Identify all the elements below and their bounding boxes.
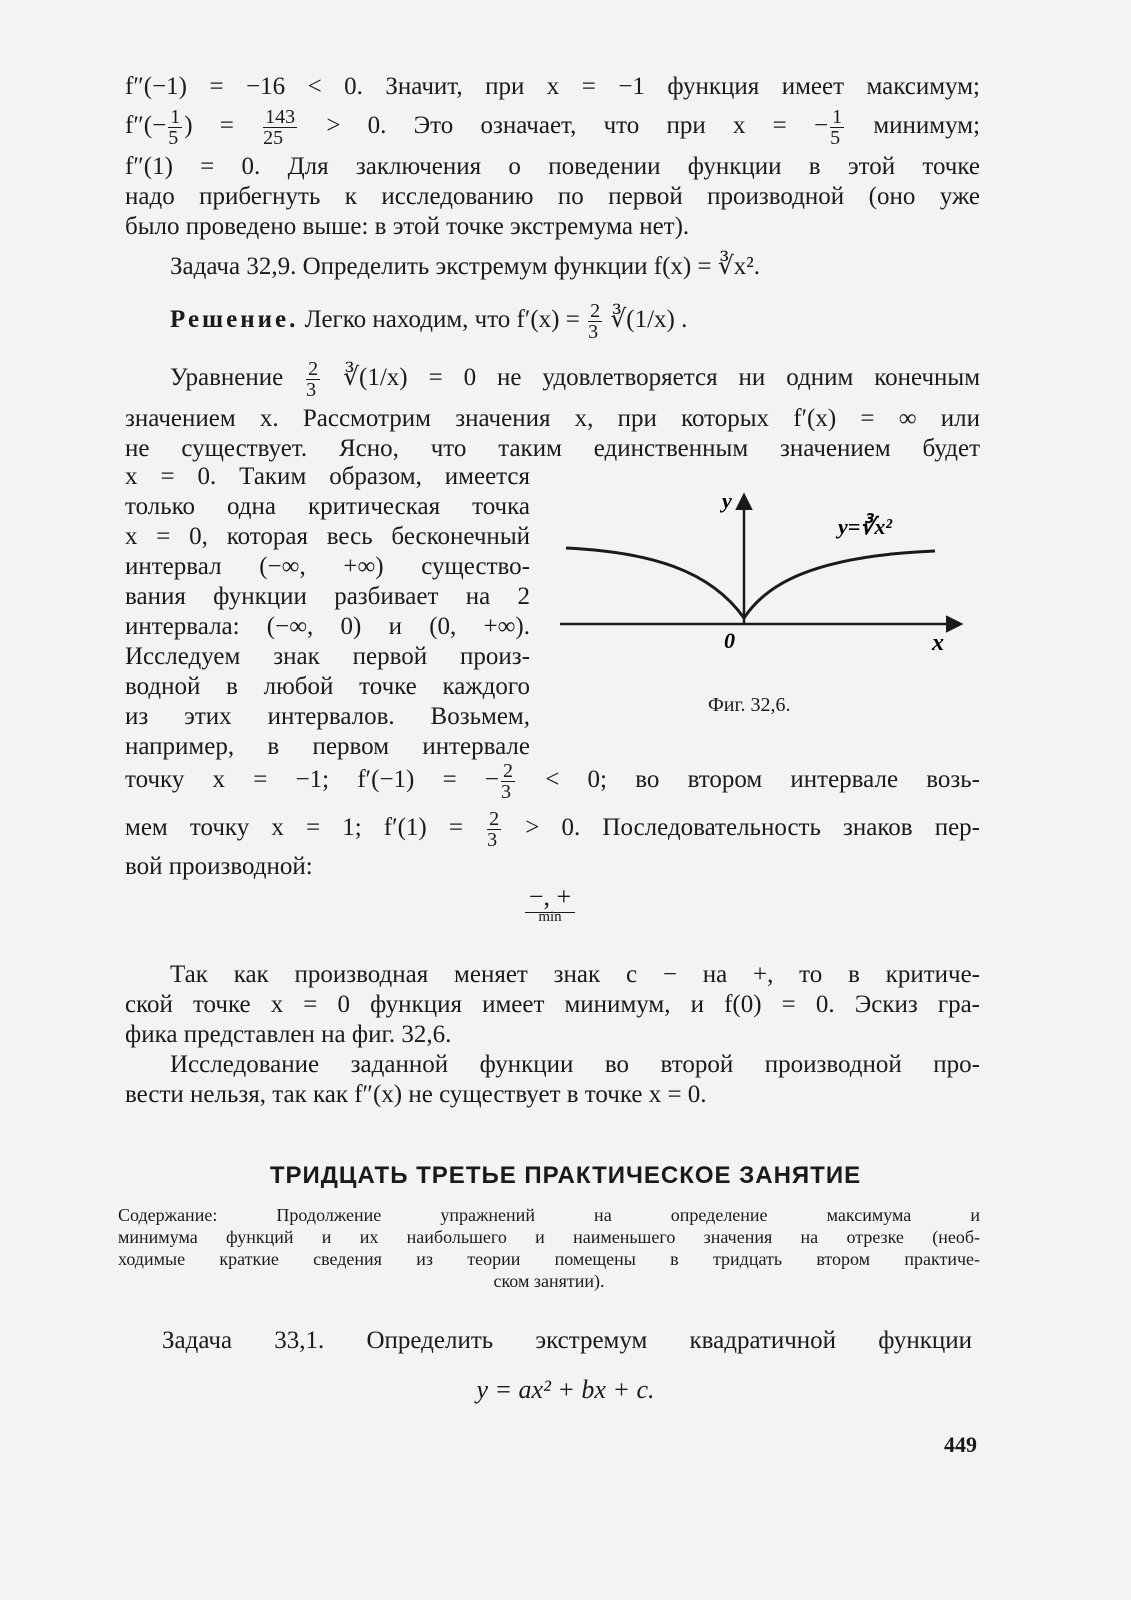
figure-caption: Фиг. 32,6. [708,694,791,716]
fraction [487,809,501,850]
text-line: значением x. Рассмотрим значения x, при которых f′(x) = ∞ или [125,405,980,432]
text-fragment: − [152,112,167,139]
text-line: только одна критическая точка [125,493,530,520]
text-line: Так как производная меняет знак с − на +, то в критиче- [170,961,980,988]
text-line: фика представлен на фиг. 32,6. [125,1021,452,1048]
text-line: из этих интервалов. Возьмем, [125,703,530,730]
fraction [168,107,182,148]
solution-label: Решение. [170,306,299,333]
fraction-numerator: 2 [503,759,514,782]
fraction [501,761,515,802]
text-fragment: > 0. Последовательность знаков пер- [525,814,980,841]
fraction [830,107,844,148]
text-fragment: минимум; [873,112,981,139]
min-label: min [538,909,562,925]
fraction-denominator: 5 [830,126,841,149]
solution-line [170,296,687,344]
x-axis-label: x [932,630,944,656]
text-fragment: > 0. Это означает, что при x = − [326,112,829,139]
text-fragment: точку x = −1; f′(−1) = − [125,766,500,793]
text-line: x = 0. Таким образом, имеется [125,463,530,490]
fraction-numerator: 1 [170,105,181,128]
text-fragment: = [219,112,234,139]
text-line: вой производной: [125,853,313,880]
fraction-numerator: 2 [590,299,601,322]
fraction-denominator: 3 [306,378,317,401]
page-number: 449 [944,1432,977,1457]
text-line: интервал (−∞, +∞) существо- [125,553,530,580]
fraction-denominator: 3 [501,780,512,803]
section-heading: ТРИДЦАТЬ ТРЕТЬЕ ПРАКТИЧЕСКОЕ ЗАНЯТИЕ [269,1162,862,1189]
fraction [588,301,602,342]
text-line: водной в любой точке каждого [125,673,530,700]
text-line [170,354,980,402]
text-line: f″(−1) = −16 < 0. Значит, при x = −1 функция имеет максимум; [125,73,980,100]
text-line: надо прибегнуть к исследованию по первой производной (оно уже [125,183,980,210]
text-line: не существует. Ясно, что таким единственным значением будет [125,435,980,462]
fraction-numerator: 1 [832,105,843,128]
text-fragment: ∛(1/x) . [610,306,688,333]
signs: −, + [525,882,575,913]
text-fragment: f″ [125,112,144,139]
fraction [306,359,320,400]
task-statement: Задача 33,1. Определить экстремум квадратичной функции [162,1327,972,1354]
text-fragment: < 0; во втором интервале возь- [545,766,980,793]
text-line: вания функции разбивает на 2 [125,583,530,610]
y-axis-label: y [722,490,732,513]
text-line: f″(1) = 0. Для заключения о поведении функции в этой точке [125,153,980,180]
fraction-denominator: 3 [588,320,599,343]
text-line: например, в первом интервале [125,733,530,760]
curve-label: y=∛x² [838,514,892,539]
sign-sequence [500,882,600,926]
text-line: Исследование заданной функции во второй производной про- [170,1051,980,1078]
text-fragment: Уравнение [170,364,284,391]
text-fragment: мем точку x = 1; f′(1) = [125,814,463,841]
contents-line: минимума функций и их наибольшего и наименьшего значения на отрезке (необ- [118,1227,980,1247]
fraction-denominator: 5 [168,126,179,149]
function-graph [560,490,980,680]
fraction-numerator: 2 [489,807,500,830]
text-line: x = 0, которая весь бесконечный [125,523,530,550]
contents-line: ском занятии). [493,1271,605,1291]
text-line: ской точке x = 0 функция имеет минимум, и f(0) = 0. Эскиз гра- [125,991,980,1018]
fraction-denominator: 25 [263,126,284,149]
text-line: вести нельзя, так как f″(x) не существует в точке x = 0. [125,1081,707,1108]
contents-line: ходимые краткие сведения из теории помещены в тридцать втором практиче- [118,1249,980,1269]
curve-cusp [566,548,935,618]
origin-label: 0 [724,628,735,653]
text-line: интервала: (−∞, 0) и (0, +∞). [125,613,530,640]
text-fragment: ∛(1/x) = 0 не удовлетворяется ни одним конечным [343,364,981,391]
text-fragment: Легко находим, что f′(x) = [304,306,580,333]
fraction-denominator: 3 [487,828,498,851]
formula: y = ax² + bx + c. [476,1375,655,1404]
text-line: f″(− $\frac{1}{5}$ ) = $\frac{143}{25}$ > 0. Это означает, что при x = − $\frac{1}{5}$ минимум; [125,105,981,149]
fraction-numerator: 2 [308,357,319,380]
contents-line: Содержание: Продолжение упражнений на определение максимума и [118,1205,980,1225]
fraction-numerator: 143 [265,105,296,128]
text-line: Исследуем знак первой произ- [125,643,530,670]
text-line: было проведено выше: в этой точке экстремума нет). [125,213,690,240]
task-statement: Задача 32,9. Определить экстремум функции f(x) = ∛x². [170,253,761,280]
text-line [125,758,980,802]
text-line [125,806,980,850]
fraction [263,107,297,148]
